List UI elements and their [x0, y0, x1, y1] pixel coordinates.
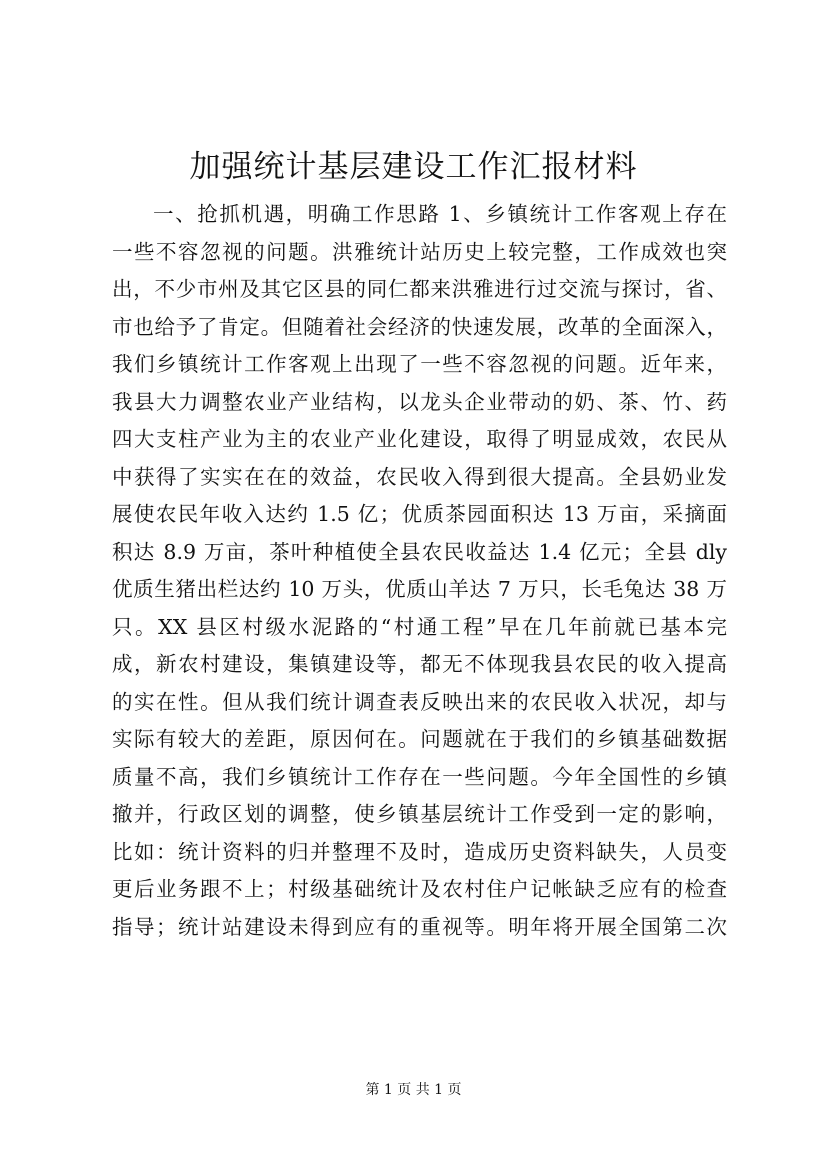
body-line: 实际有较大的差距，原因何在。问题就在于我们的乡镇基础数据	[112, 727, 727, 751]
document-title: 加强统计基层建设工作汇报材料	[189, 149, 638, 185]
body-line: 成，新农村建设，集镇建设等，都无不体现我县农民的收入提高	[112, 652, 727, 676]
body-line: 市也给予了肯定。但随着社会经济的快速发展，改革的全面深入，	[112, 314, 727, 339]
body-line: 撤并，行政区划的调整，使乡镇基层统计工作受到一定的影响，	[112, 802, 727, 826]
body-line: 优质生猪出栏达约 10 万头，优质山羊达 7 万只，长毛兔达 38 万	[112, 577, 727, 601]
body-line: 我们乡镇统计工作客观上出现了一些不容忽视的问题。近年来，	[112, 352, 727, 376]
body-line: 积达 8.9 万亩，茶叶种植使全县农民收益达 1.4 亿元；全县 dly	[112, 539, 727, 564]
page-footer: 第 1 页 共 1 页	[365, 1082, 462, 1098]
body-line: 中获得了实实在在的效益，农民收入得到很大提高。全县奶业发	[112, 464, 727, 489]
document-body	[112, 196, 727, 946]
body-line: 比如：统计资料的归并整理不及时，造成历史资料缺失，人员变	[112, 839, 727, 864]
body-line: 我县大力调整农业产业结构，以龙头企业带动的奶、茶、竹、药	[112, 389, 727, 414]
body-line: 质量不高，我们乡镇统计工作存在一些问题。今年全国性的乡镇	[112, 764, 727, 789]
body-line: 展使农民年收入达约 1.5 亿；优质茶园面积达 13 万亩，采摘面	[112, 502, 727, 526]
body-line: 四大支柱产业为主的农业产业化建设，取得了明显成效，农民从	[112, 427, 727, 451]
body-line: 出，不少市州及其它区县的同仁都来洪雅进行过交流与探讨，省、	[112, 277, 727, 301]
body-line: 的实在性。但从我们统计调查表反映出来的农民收入状况，却与	[112, 689, 727, 714]
body-line: 更后业务跟不上；村级基础统计及农村住户记帐缺乏应有的检查	[112, 877, 727, 901]
body-line: 只。XX 县区村级水泥路的“村通工程”早在几年前就已基本完	[112, 614, 727, 639]
body-line: 一些不容忽视的问题。洪雅统计站历史上较完整，工作成效也突	[112, 239, 727, 264]
body-line: 一、抢抓机遇，明确工作思路 1、乡镇统计工作客观上存在	[153, 202, 727, 226]
body-line: 指导；统计站建设未得到应有的重视等。明年将开展全国第二次	[112, 914, 727, 939]
